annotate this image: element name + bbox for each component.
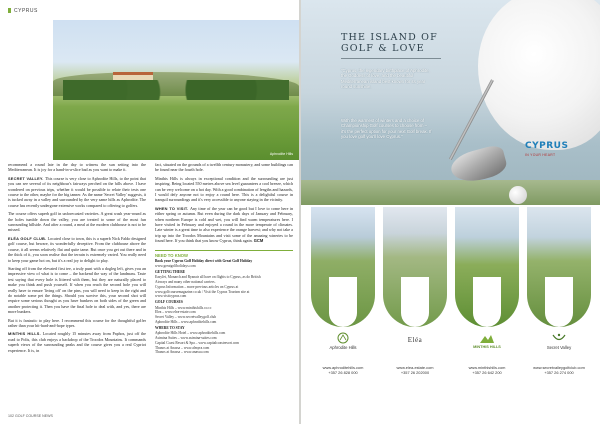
club-logo-elea [383, 330, 447, 360]
need-to-know-box [155, 250, 293, 356]
club-logos [311, 330, 593, 360]
need-to-know-line: Aphrodite Hills – www.aphroditehills.com [155, 320, 217, 325]
course-photo-frame [383, 207, 447, 327]
need-to-know-line: Airways and many other national carriers. [155, 280, 216, 285]
article-paragraph: The course offers superb golf in unforecasted varieties. A great wash year-round as the holes tumble down the valley, you are treated to some of the most fun surrounding hillside. And after a round, a meal at the modern clubhouse is not to be missed. [8, 211, 146, 233]
article-paragraph: SECRET VALLEY. This course is very close to Aphrodite Hills, to the point that you can see several of its neighbour's fairways perched on the hills above. I have wondered on previous trips, whether it would be possible to relate their tests one course to the other, maybe for the big tanner. As the name 'Secret Valley' suggests, it is tucked away in a valley and surrounded by the very same hills as Aphrodite. The course has recently undergone extensive works compared to offering to golfers. [8, 175, 146, 208]
need-to-know-line: Minthis Hills – www.minthishills.co.cc [155, 305, 212, 310]
golf-ball-icon [509, 186, 527, 204]
need-to-know-subheading: WHERE TO STAY [155, 325, 185, 330]
paragraph-lead-in: SECRET VALLEY. [8, 175, 46, 181]
club-contacts [311, 365, 593, 383]
golf-glove-icon [478, 0, 600, 150]
club-url[interactable]: www.elea-estate.com [396, 365, 434, 370]
need-to-know-line: www.visitcyprus.com [155, 294, 187, 299]
article-column-2 [155, 162, 293, 355]
course-photo-frames [311, 207, 593, 327]
frame-cutout [329, 277, 357, 327]
club-logo-secret-valley [527, 330, 591, 360]
article-paragraph: Minthis Hills is always in exceptional condition and the surrounding are just inspiring. Being located 550 metres above sea level guarantees a cool breeze, which can be very welcome on a hot day. With a good combination of lengths and hazards, I would defy anyone not to enjoy a round here. This is a delightful course in tranquil surroundings and it's very accessible to anyone staying in the vicinity. [155, 175, 293, 203]
need-to-know-subheading: GOLF COURSES [155, 300, 183, 305]
paragraph-lead-in: WHEN TO VISIT. [155, 205, 190, 211]
need-to-know-line: Elea – www.elea-estate.com [155, 310, 196, 315]
club-logo-minthis-hills [455, 330, 519, 360]
section-label [8, 8, 38, 14]
club-url[interactable]: www.secretvalleygolfclub.com [533, 365, 585, 370]
section-bar-icon [8, 8, 11, 13]
need-to-know-line: www.golfcoursemagazine.co.uk / Visit the Cyprus Tourism site at [155, 289, 250, 294]
need-to-know-line: Asimina Suites – www.asimina-suites.com [155, 336, 217, 341]
paragraph-lead-in: MINTHIS HILLS. [8, 331, 43, 337]
left-page [0, 0, 299, 424]
advert-quote-2: With the warmest of winters and a choice of Championship Golf courses to choose from – it's the perfect option for your next Golf break. If you love golf you'll love Cyprus." [341, 118, 432, 139]
need-to-know-line: Secret Valley – www.secretvalleygolf.club [155, 315, 217, 320]
club-phone: +357 26 828 000 [328, 370, 358, 375]
club-contact [527, 365, 591, 375]
cyprus-logo [523, 138, 567, 164]
need-to-know-line: Thanos at Anassa – www.almyra.com [155, 345, 210, 350]
right-page [301, 0, 600, 424]
hero-caption: Aphrodite Hills [269, 152, 293, 156]
article-columns [8, 162, 294, 406]
secret-valley-logo-icon [551, 332, 567, 344]
hero-green [53, 120, 299, 160]
club-logo-name: MINTHIS HILLS [473, 345, 501, 349]
article-paragraph: But it is fantastic to play here. I recommend this course for the thoughtful golfer rather than your hit-hard-and-hope types. [8, 317, 146, 328]
need-to-know-heading: NEED TO KNOW [155, 252, 188, 258]
page-folio: 102 GOLF COURSE NEWS [8, 414, 53, 418]
course-photo-frame [527, 207, 591, 327]
clubs-strip [301, 205, 600, 424]
aphrodite-hills-logo-icon [335, 332, 351, 344]
club-contact [311, 365, 375, 375]
advert-title [341, 32, 471, 59]
need-to-know-line: Cyprus Information – more previous articles on Cyprus at [155, 284, 239, 289]
title-rule [341, 58, 441, 59]
hero-trees [63, 80, 289, 100]
title-line-2: GOLF & LOVE [341, 43, 425, 54]
title-line-1: THE ISLAND OF [341, 32, 438, 43]
hero-photo [53, 20, 299, 160]
section-label-text: CYPRUS [14, 8, 38, 14]
club-phone: +357 26 642 200 [472, 370, 502, 375]
article-paragraph: fact, situated on the grounds of a twelfth century monastery, and some buildings can be found near the fourth hole. [155, 162, 293, 173]
club-logo-name: Eléa [407, 336, 423, 344]
club-contact [455, 365, 519, 375]
minthis-hills-logo-icon [479, 332, 495, 344]
club-contact [383, 365, 447, 375]
cyprus-logo-word: CYPRUS [525, 141, 569, 151]
frame-cutout [473, 277, 501, 327]
need-to-know-line: www.greatgolfholidays.com [155, 264, 196, 269]
article-paragraph-text: WHEN TO VISIT. Any time of the year can be good but I love to come here in either spring or autumn. But even during the dark days of January and February, when northern Europe is cold and wet, you will find warm temperatures here. I have visited in February and enjoyed a round in the more temperate of climates. Late winter is a great time to also experience the orange harvest; and why not take a trip up into the Troodos Mountains and visit some of the amazing wineries to be found here. If you think that you know Cyprus, think again. [155, 205, 293, 244]
need-to-know-list [155, 259, 293, 356]
article-column-1 [8, 162, 146, 356]
frame-cutout [545, 277, 573, 327]
cyprus-logo-tagline: IN YOUR HEART [525, 153, 556, 157]
club-url[interactable]: www.minthishills.com [468, 365, 506, 370]
paragraph-lead-in: ELÉA GOLF CLUB. [8, 235, 48, 241]
course-photo-frame [455, 207, 519, 327]
club-phone: +357 26 274 000 [544, 370, 574, 375]
need-to-know-subheading: GETTING THERE [155, 269, 186, 274]
club-logo-aphrodite-hills [311, 330, 375, 360]
article-paragraph: Starting off from the elevated first tee, a truly punt with a dogleg left, gives you an impressive view of what is to come – the backend the way of the landmass. Taste test saying that every hole is littered with them, but they are naturally placed to make you think and push yourself. If when you reach the second hole you will really have to ensure 'living off' on the pins, you will need to keep in the right and do notable some pet the things. Should you survive this, your second shot will require some serious thought as you have bunkers on both sides of the green and another protecting it. Then you have the final hole to deal with, and yes, there are more bunkers. [8, 265, 146, 315]
article-paragraph [155, 206, 293, 244]
turf [301, 180, 600, 205]
advert-quote-1: "Cyprus, the legendary birthplace of Aphrodite, the Goddess of love, and the beautiful Mediterranean island best known for its year round sunshine. [341, 68, 430, 89]
club-url[interactable]: www.aphroditehills.com [322, 365, 364, 370]
advert-photo [301, 0, 600, 205]
need-to-know-line: Thanos at Anassa – www.anassa.com [155, 350, 209, 355]
article-paragraph: recommend a round late in the day to witness the sun setting into the Mediterranean. It is joy for a hand-in-a-slice bad as you want to make it. [8, 162, 146, 173]
need-to-know-line: Capital Coast Resort & Spa – www.capitalcoastresort.com [155, 340, 240, 345]
club-phone: +357 26 202000 [400, 370, 430, 375]
need-to-know-line: EasyJet, Monarch and Ryanair all have on flights to Cyprus, as do British [155, 275, 261, 280]
end-mark: GCM [253, 238, 264, 244]
need-to-know-line: Aphrodite Hills Hotel – www.aphroditehills.com [155, 331, 226, 336]
article-paragraph: MINTHIS HILLS. Located roughly 15 minutes away from Paphos, just off the road to Polis, this club enjoys a backdrop of the Troodos Mountains. It commands superb views of the surrounding peaks and the course gives you a real Cypriot experience. It is, in [8, 331, 146, 353]
need-to-know-subheading: Book your Cyprus Golf Holiday direct with Great Golf Holiday [155, 258, 253, 263]
frame-cutout [401, 277, 429, 327]
club-logo-name: Secret Valley [546, 345, 572, 350]
club-logo-name: Aphrodite Hills [329, 345, 357, 350]
article-paragraph: ELÉA GOLF CLUB. Located close to town, this is a superb Nick Faldo designed golf course, but beware, its wonderfully deceptive. From the clubhouse above the course, it all seems relatively flat and quite tame. But once you get out there and in the thick of it, you soon realise that the terrain is extremely varied. You really need to keep your game hot on, but it's a real joy to delight to play. [8, 235, 146, 263]
course-photo-frame [311, 207, 375, 327]
